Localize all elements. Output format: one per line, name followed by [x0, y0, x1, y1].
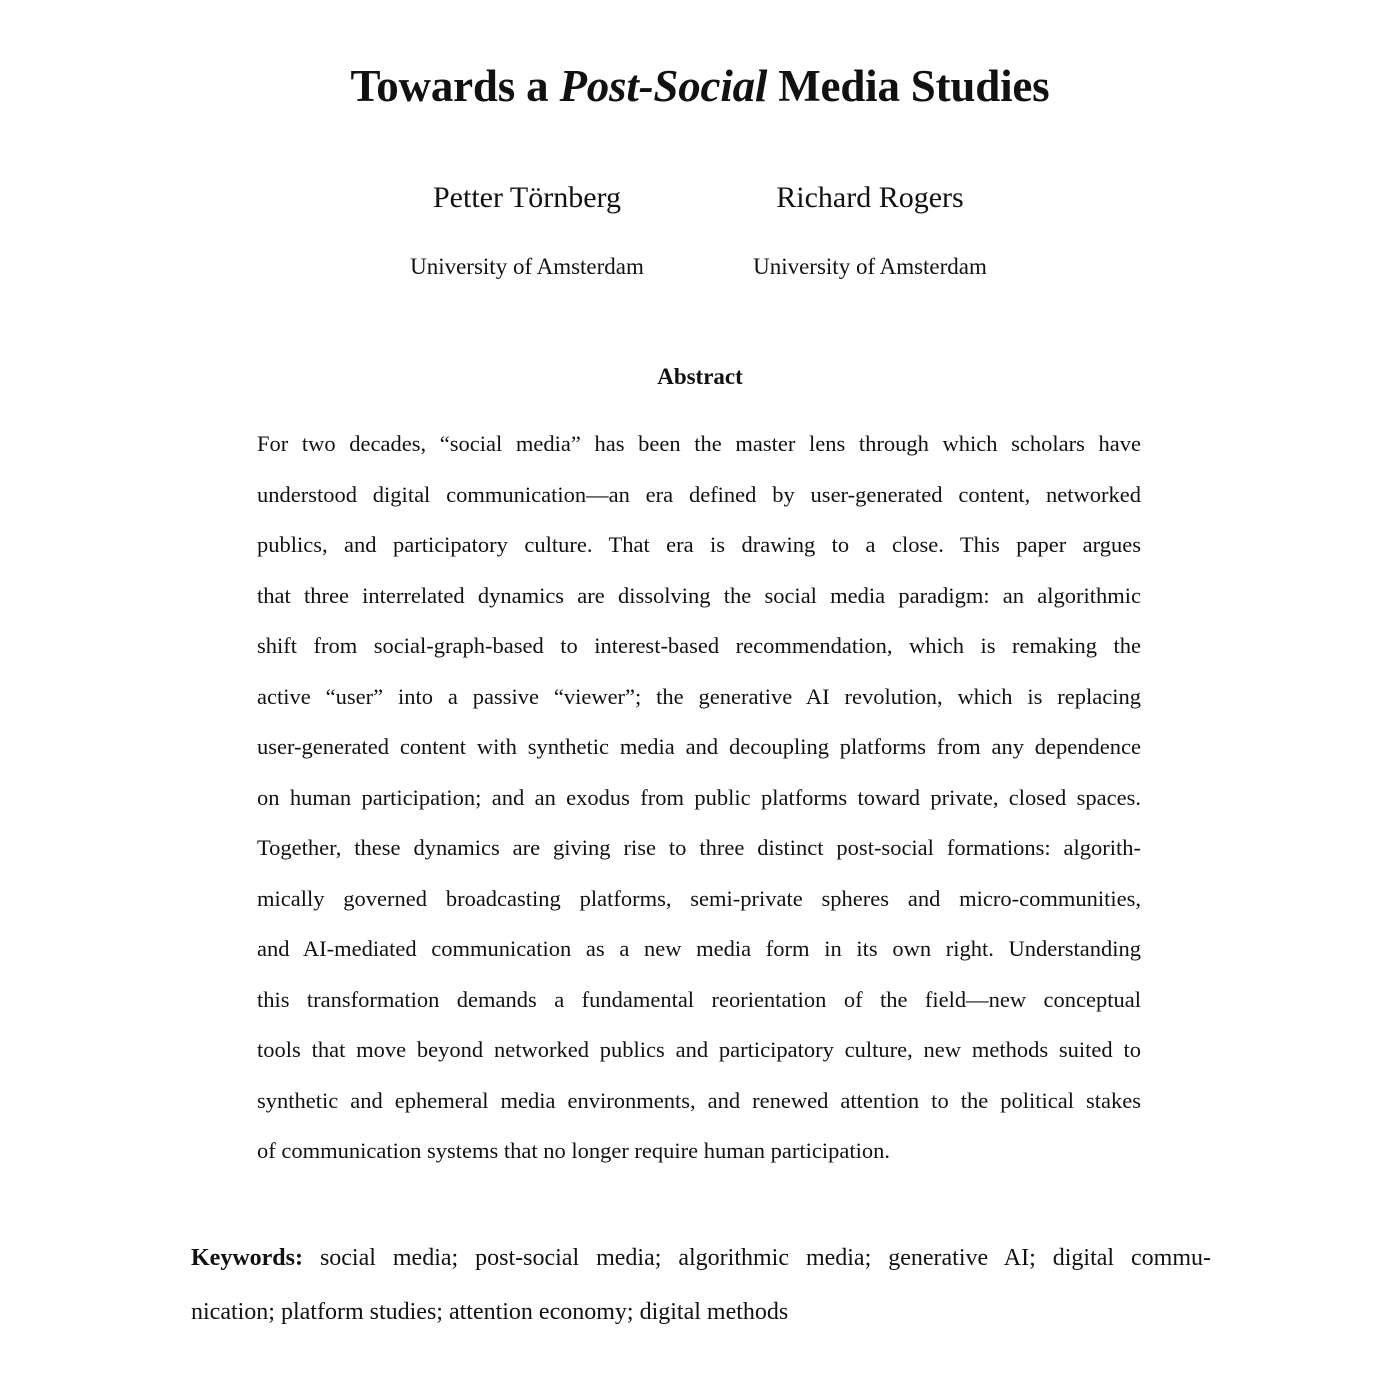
abstract-line: and AI-mediated communication as a new media form in its own right. Understanding — [257, 936, 1141, 961]
abstract-line: this transformation demands a fundamental reorientation of the field—new conceptual — [257, 986, 1141, 1012]
title-prefix: Towards a — [350, 61, 560, 111]
abstract-line: mically governed broadcasting platforms, semi-private spheres and micro-communities, — [257, 885, 1141, 911]
keywords-label: Keywords: — [191, 1245, 303, 1271]
abstract-line: of communication systems that no longer require human participation. — [257, 1138, 890, 1163]
author-name: Richard Rogers — [776, 181, 964, 214]
abstract-line: shift from social-graph-based to interest-based recommendation, which is remaking the — [257, 633, 1141, 658]
title-suffix: Media Studies — [767, 61, 1050, 111]
author-1 — [357, 178, 697, 282]
author-affiliation: University of Amsterdam — [410, 254, 644, 279]
abstract-line: on human participation; and an exodus from public platforms toward private, closed spaces. — [257, 784, 1141, 810]
keywords-text: social media; post-social media; algorithmic media; generative AI; digital commu- — [302, 1245, 1211, 1271]
keywords-line — [191, 1242, 1211, 1296]
abstract-body — [257, 428, 1141, 1186]
abstract-line: publics, and participatory culture. That era is drawing to a close. This paper argues — [257, 532, 1141, 557]
abstract-heading: Abstract — [657, 364, 743, 389]
author-2 — [700, 178, 1040, 282]
abstract-line: synthetic and ephemeral media environments, and renewed attention to the political stakes — [257, 1087, 1141, 1113]
abstract-line: understood digital communication—an era defined by user-generated content, networked — [257, 481, 1141, 507]
author-name: Petter Törnberg — [432, 181, 621, 214]
abstract-line: user-generated content with synthetic media and decoupling platforms from any dependence — [257, 734, 1141, 759]
abstract-line: tools that move beyond networked publics and participatory culture, new methods suited to — [257, 1037, 1141, 1062]
paper-title — [0, 58, 1400, 114]
abstract-line: that three interrelated dynamics are dissolving the social media paradigm: an algorithmic — [257, 582, 1141, 608]
keywords-section — [191, 1242, 1211, 1350]
author-block — [0, 178, 1400, 288]
keywords-line: nication; platform studies; attention economy; digital methods — [191, 1299, 789, 1325]
title-italic: Post-Social — [559, 61, 768, 111]
abstract-line: For two decades, “social media” has been the master lens through which scholars have — [257, 431, 1141, 456]
abstract-line: active “user” into a passive “viewer”; the generative AI revolution, which is replacing — [257, 683, 1141, 709]
abstract-line: Together, these dynamics are giving rise to three distinct post-social formations: algorith- — [257, 835, 1141, 860]
author-affiliation: University of Amsterdam — [753, 254, 987, 279]
